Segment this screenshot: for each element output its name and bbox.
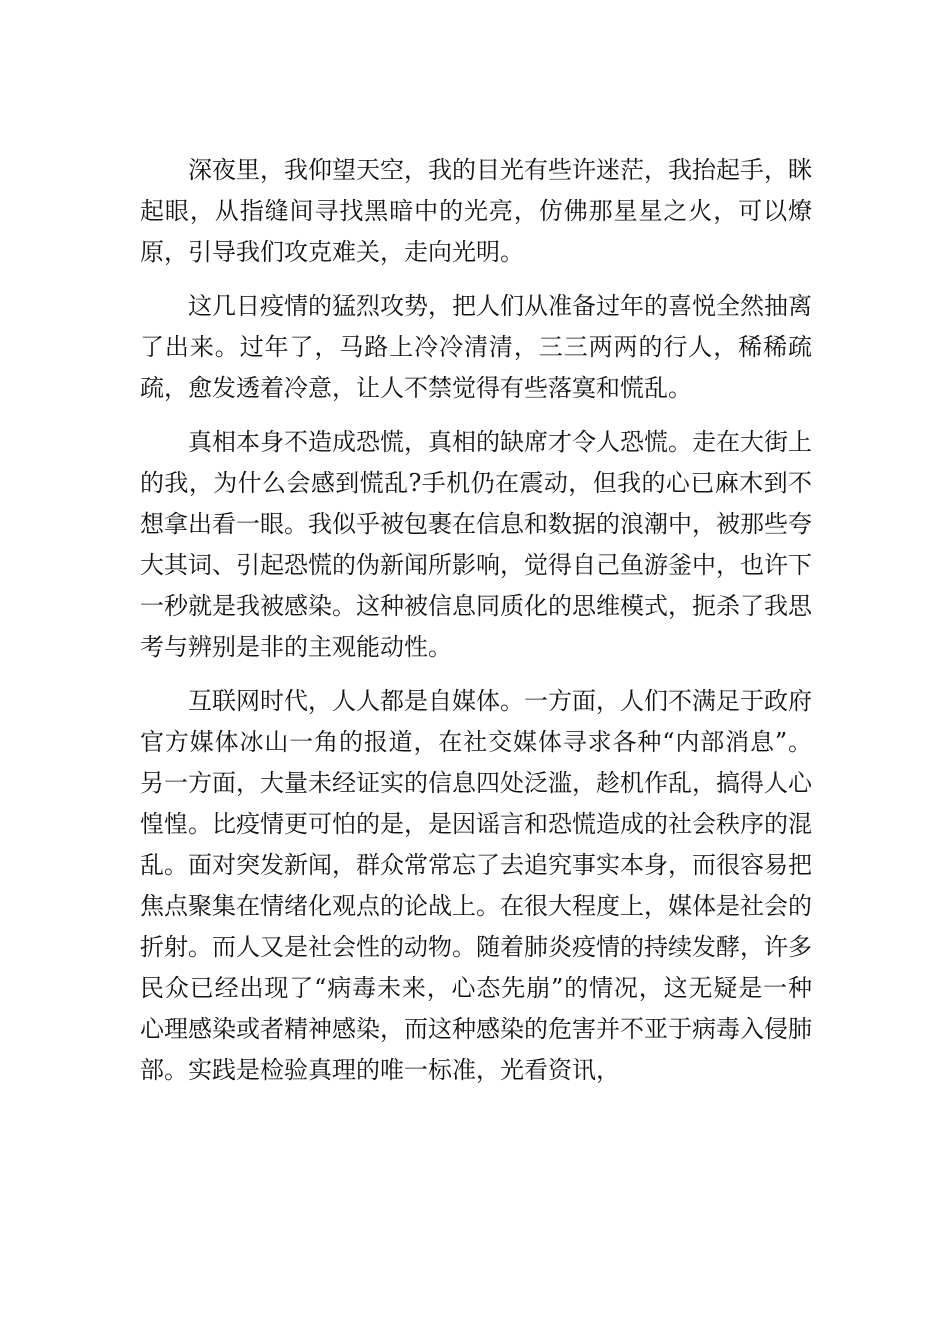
paragraph-4: 互联网时代，人人都是自媒体。一方面，人们不满足于政府官方媒体冰山一角的报道，在社交媒体寻求各种“内部消息”。另一方面，大量未经证实的信息四处泛滥，趁机作乱，搞得人心惶惶。比疫情更可怕的是，是因谣言和恐慌造成的社会秩序的混乱。面对突发新闻，群众常常忘了去追究事实本身，而很容易把焦点聚集在情绪化观点的论战上。在很大程度上，媒体是社会的折射。而人又是社会性的动物。随着肺炎疫情的持续发酵，许多民众已经出现了“病毒未来，心态先崩”的情况，这无疑是一种心理感染或者精神感染，而这种感染的危害并不亚于病毒入侵肺部。实践是检验真理的唯一标准，光看资讯， xyxy=(140,687,812,1084)
document-body xyxy=(140,150,812,1104)
paragraph-2: 这几日疫情的猛烈攻势，把人们从准备过年的喜悦全然抽离了出来。过年了，马路上冷冷清清，三三两两的行人，稀稀疏疏，愈发透着冷意，让人不禁觉得有些落寞和慌乱。 xyxy=(140,292,812,402)
paragraph-1: 深夜里，我仰望天空，我的目光有些许迷茫，我抬起手，眯起眼，从指缝间寻找黑暗中的光亮，仿佛那星星之火，可以燎原，引导我们攻克难关，走向光明。 xyxy=(140,156,812,266)
paragraph-3: 真相本身不造成恐慌，真相的缺席才令人恐慌。走在大街上的我，为什么会感到慌乱?手机仍在震动，但我的心已麻木到不想拿出看一眼。我似乎被包裹在信息和数据的浪潮中，被那些夸大其词、引起恐慌的伪新闻所影响，觉得自己鱼游釜中，也许下一秒就是我被感染。这种被信息同质化的思维模式，扼杀了我思考与辨别是非的主观能动性。 xyxy=(140,428,812,661)
